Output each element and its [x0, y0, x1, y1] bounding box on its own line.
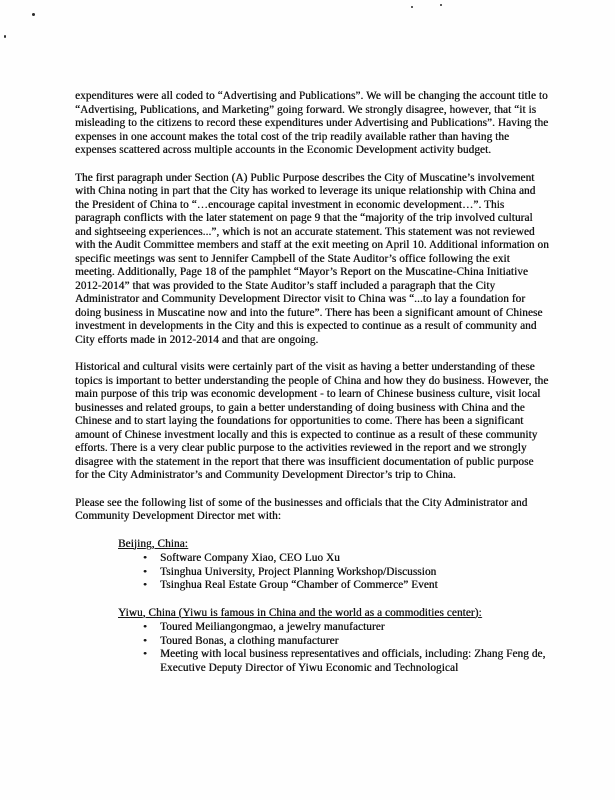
list-item: • Tsinghua University, Project Planning Workshop/Discussion	[143, 566, 549, 580]
document-body	[75, 90, 549, 675]
yiwu-meeting-list	[118, 621, 549, 675]
paragraph-public-purpose-response: The first paragraph under Section (A) Public Purpose describes the City of Muscatine’s involvement with China noting in part that the City has worked to leverage its unique relationship with China and the President of China to “…encourage capital investment in economic development…”. This paragraph conflicts with the later statement on page 9 that the “majority of the trip involved cultural and sightseeing experiences...”, which is not an accurate statement. This statement was not reviewed with the Audit Committee members and staff at the exit meeting on April 10. Additional information on specific meetings was sent to Jennifer Campbell of the State Auditor’s office following the exit meeting. Additionally, Page 18 of the pamphlet “Mayor’s Report on the Muscatine-China Initiative 2012-2014” that was provided to the State Auditor’s staff included a paragraph that the City Administrator and Community Development Director visit to China was “...to lay a foundation for doing business in Muscatine now and into the future”. There has been a significant amount of Chinese investment in developments in the City and this is expected to continue as a result of community and City efforts made in 2012-2014 and that are ongoing.	[75, 171, 549, 346]
beijing-meeting-list	[118, 552, 549, 593]
paragraph-expenditures-coding: expenditures were all coded to “Advertising and Publications”. We will be changing the account title to “Advertising, Publications, and Marketing” going forward. We strongly disagree, however, that “it is misleading to the citizens to record these expenditures under Advertising and Publications”. Having the expenses in one account makes the total cost of the trip readily available rather than having the expenses scattered across multiple accounts in the Economic Development activity budget.	[75, 90, 549, 156]
list-item: • Tsinghua Real Estate Group “Chamber of Commerce” Event	[143, 579, 549, 593]
yiwu-heading: Yiwu, China (Yiwu is famous in China and the world as a commodities center):	[118, 606, 482, 619]
scan-speck	[411, 6, 413, 8]
yiwu-section	[118, 607, 549, 676]
paragraph-list-intro: Please see the following list of some of the businesses and officials that the City Administrator and Community Development Director met with:	[75, 496, 528, 522]
list-item: • Software Company Xiao, CEO Luo Xu	[143, 552, 549, 566]
scan-speck	[440, 4, 442, 6]
beijing-section	[118, 538, 549, 593]
scan-speck	[4, 35, 6, 38]
list-item: • Meeting with local business representatives and officials, including: Zhang Feng de, Executive Deputy Director of Yiwu Economic and Technological	[143, 648, 549, 675]
paragraph-historical-cultural-visits: Historical and cultural visits were certainly part of the visit as having a better understanding of these topics is important to better understanding the people of China and how they do business. However, the main purpose of this trip was economic development - to learn of Chinese business culture, visit local businesses and related groups, to gain a better understanding of doing business with China and the Chinese and to start laying the foundations for opportunities to come. There has been a significant amount of Chinese investment locally and this is expected to continue as a result of these community efforts. There is a very clear public purpose to the activities reviewed in the report and we strongly disagree with the statement in the report that there was insufficient documentation of public purpose for the City Administrator’s and Community Development Director’s trip to China.	[75, 361, 549, 481]
list-item: • Toured Bonas, a clothing manufacturer	[143, 635, 549, 649]
beijing-heading: Beijing, China:	[118, 537, 188, 550]
list-item: • Toured Meiliangongmao, a jewelry manufacturer	[143, 621, 549, 635]
scan-speck	[32, 13, 35, 16]
